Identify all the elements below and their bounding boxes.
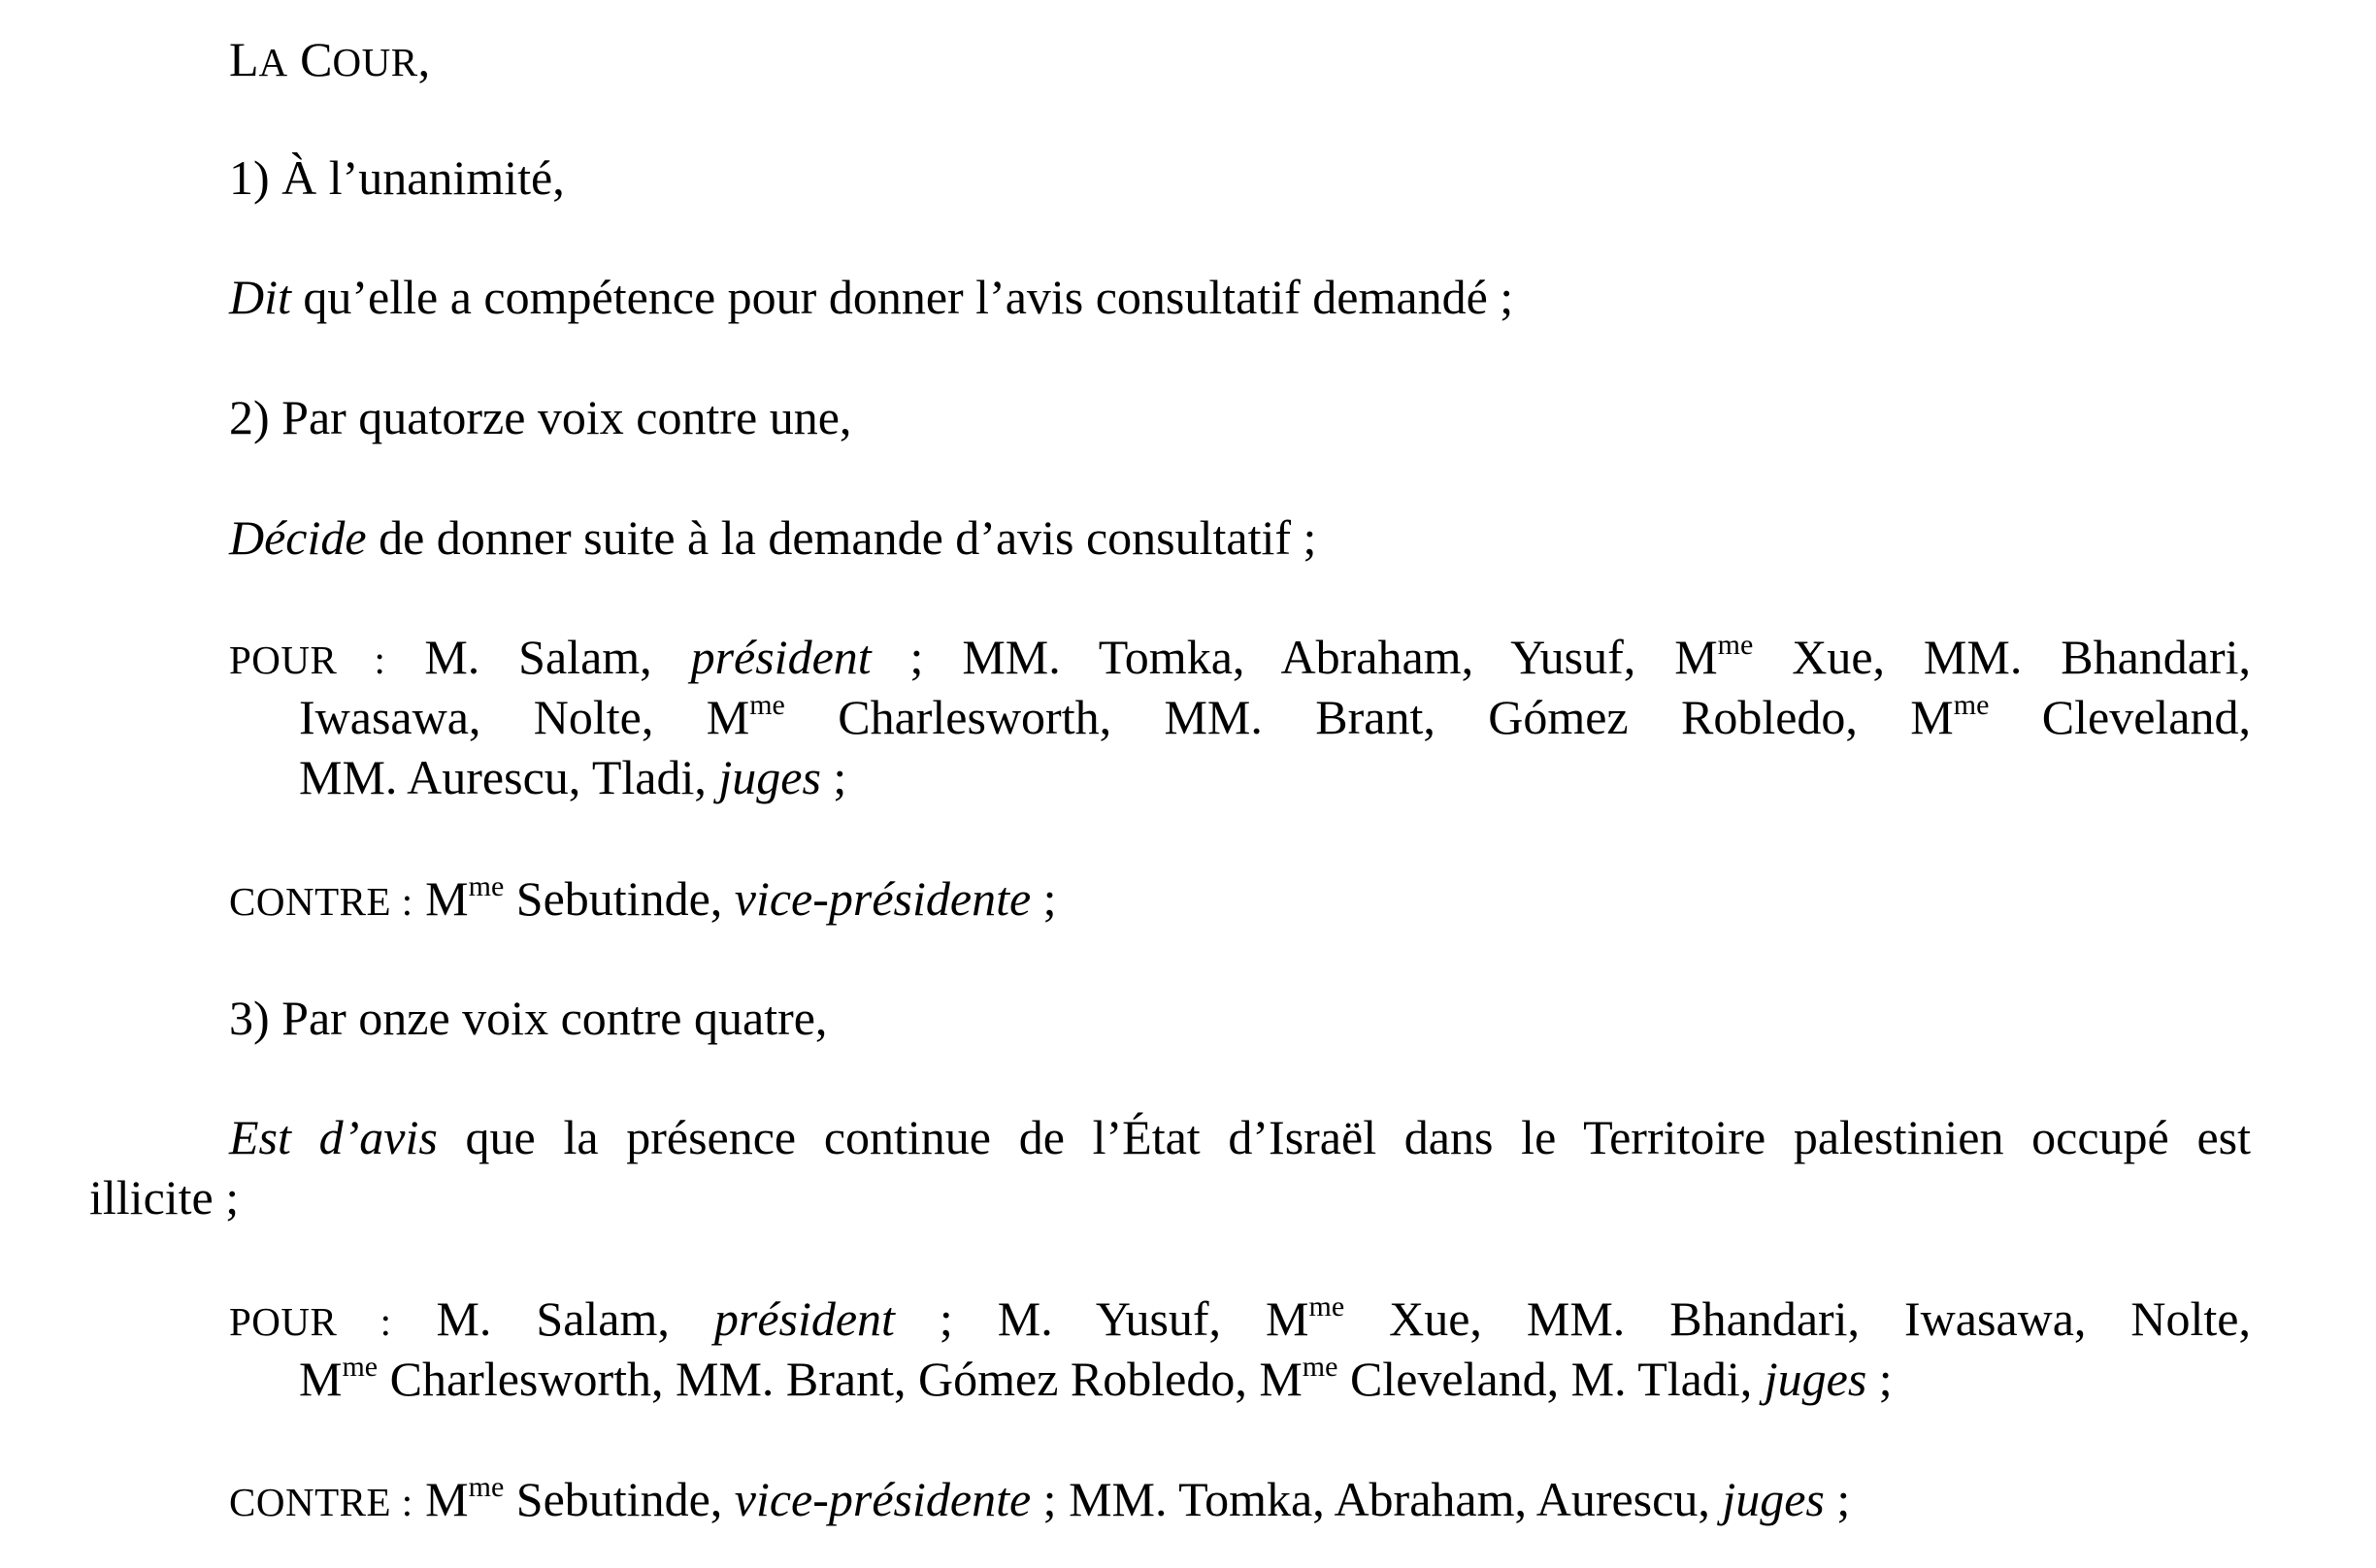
contre-label: CONTRE :	[229, 1480, 413, 1524]
item-3-pour-line-1: POUR : M. Salam, président ; M. Yusuf, $M^{me}$ Xue, MM. Bhandari, Iwasawa, Nolte,	[229, 1290, 2251, 1346]
item-2-operative: Décide de donner suite à la demande d’avis consultatif ;	[229, 510, 1317, 565]
item-1-heading: 1) À l’unanimité,	[229, 150, 565, 205]
item-2-pour-line-2: Iwasawa, Nolte, $M^{me}$ Charlesworth, MM. Brant, Gómez Robledo, $M^{me}$ Cleveland,	[299, 689, 2251, 744]
item-3-operative-line-1: Est d’avis que la présence continue de l’État d’Israël dans le Territoire palestinien occupé est	[229, 1110, 2252, 1164]
item-2-contre: CONTRE : $M^{me}$ Sebutinde, vice-présidente ;	[229, 870, 1057, 926]
operative-verb: Est d’avis	[229, 1110, 438, 1164]
item-3-contre: CONTRE : $M^{me}$ Sebutinde, vice-présidente ; MM. Tomka, Abraham, Aurescu, juges ;	[229, 1471, 1851, 1526]
contre-label: CONTRE :	[229, 879, 413, 924]
operative-verb: Dit	[229, 270, 291, 324]
pour-label: POUR :	[229, 1299, 392, 1344]
item-2-pour-line-3: MM. Aurescu, Tladi, juges ;	[299, 750, 847, 804]
item-2-pour-line-1: POUR : M. Salam, président ; MM. Tomka, Abraham, Yusuf, $M^{me}$ Xue, MM. Bhandari,	[229, 629, 2252, 684]
item-2-heading: 2) Par quatorze voix contre une,	[229, 390, 852, 444]
operative-verb: Décide	[229, 510, 367, 565]
item-3-heading: 3) Par onze voix contre quatre,	[229, 991, 828, 1045]
item-3-operative-line-2: illicite ;	[89, 1170, 240, 1225]
pour-label: POUR :	[229, 637, 386, 682]
item-1-operative: Dit qu’elle a compétence pour donner l’avis consultatif demandé ;	[229, 270, 1514, 324]
item-3-pour-line-2: $M^{me}$ Charlesworth, MM. Brant, Gómez Robledo, $M^{me}$ Cleveland, M. Tladi, juges ;	[299, 1351, 1893, 1406]
court-heading: LA COUR,	[229, 32, 431, 86]
